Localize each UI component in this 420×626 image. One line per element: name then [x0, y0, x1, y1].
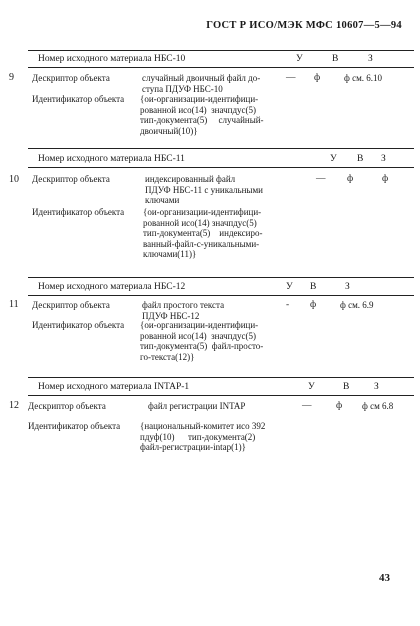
identifier-label: Идентификатор объекта — [32, 94, 125, 104]
top-rule — [28, 377, 414, 378]
descriptor-value: файл регистрации INTAP — [148, 401, 246, 411]
top-rule — [28, 50, 414, 51]
column-u-header: У — [296, 54, 303, 64]
value-z: ф см 6.8 — [362, 401, 394, 411]
top-rule — [28, 277, 414, 278]
header-rule — [28, 167, 414, 168]
descriptor-label: Дескриптор объекта — [28, 401, 106, 411]
column-u-header: У — [308, 382, 315, 392]
header-rule — [28, 67, 414, 68]
entry-number: 9 — [9, 72, 14, 83]
page-header: ГОСТ Р ИСО/МЭК МФС 10607—5—94 — [206, 20, 402, 31]
identifier-value: {ои-организации-идентифици- рованной исо(14) значпдус(5) тип-документа(5) случайный- двоичный(10)} — [140, 94, 264, 136]
column-v-header: В — [357, 154, 364, 164]
descriptor-label: Дескриптор объекта — [32, 174, 110, 184]
value-v: ф — [336, 401, 343, 411]
descriptor-label: Дескриптор объекта — [32, 73, 110, 83]
source-material-label: Номер исходного материала INTAP-1 — [38, 382, 190, 392]
identifier-value: {ои-организации-идентифици- рованной исо(14) значпдус(5) тип-документа(5) файл-просто- го-текста(12)} — [140, 320, 264, 362]
identifier-label: Идентификатор объекта — [28, 421, 121, 431]
descriptor-value: файл простого текста ПДУФ НБС-12 — [142, 300, 225, 321]
header-rule — [28, 295, 414, 296]
column-z-header: З — [374, 382, 379, 392]
column-v-header: В — [343, 382, 350, 392]
value-u: — — [316, 174, 326, 184]
source-material-label: Номер исходного материала НБС-12 — [38, 282, 186, 292]
descriptor-label: Дескриптор объекта — [32, 300, 110, 310]
column-z-header: З — [381, 154, 386, 164]
column-z-header: З — [368, 54, 373, 64]
descriptor-value: индексированный файл ПДУФ НБС-11 с уникальными ключами — [145, 174, 263, 205]
value-u: - — [286, 300, 290, 310]
value-v: ф — [310, 300, 317, 310]
identifier-value: {ои-организации-идентифици- рованной исо(14) значпдус(5) тип-документа(5) индексиро- ванный-файл-с-уникальными- ключами(11)} — [143, 207, 263, 259]
value-v: ф — [314, 73, 321, 83]
entry-number: 10 — [9, 174, 19, 185]
value-u: — — [286, 73, 296, 83]
identifier-label: Идентификатор объекта — [32, 207, 125, 217]
column-v-header: В — [310, 282, 317, 292]
page-number: 43 — [379, 572, 390, 584]
value-u: — — [302, 401, 312, 411]
value-z: ф см. 6.10 — [344, 73, 383, 83]
descriptor-value: случайный двоичный файл до- ступа ПДУФ НБС-10 — [142, 73, 261, 94]
column-z-header: З — [345, 282, 350, 292]
header-rule — [28, 395, 414, 396]
value-v: ф — [347, 174, 354, 184]
column-v-header: В — [332, 54, 339, 64]
identifier-value: {национальный-комитет исо 392 пдуф(10) тип-документа(2) файл-регистрации-intap(1)} — [140, 421, 266, 452]
value-z: ф см. 6.9 — [340, 300, 374, 310]
column-u-header: У — [330, 154, 337, 164]
identifier-label: Идентификатор объекта — [32, 320, 125, 330]
entry-number: 11 — [9, 299, 19, 310]
value-z: ф — [382, 174, 389, 184]
source-material-label: Номер исходного материала НБС-10 — [38, 54, 186, 64]
source-material-label: Номер исходного материала НБС-11 — [38, 154, 185, 164]
top-rule — [28, 148, 414, 149]
entry-number: 12 — [9, 400, 19, 411]
column-u-header: У — [286, 282, 293, 292]
